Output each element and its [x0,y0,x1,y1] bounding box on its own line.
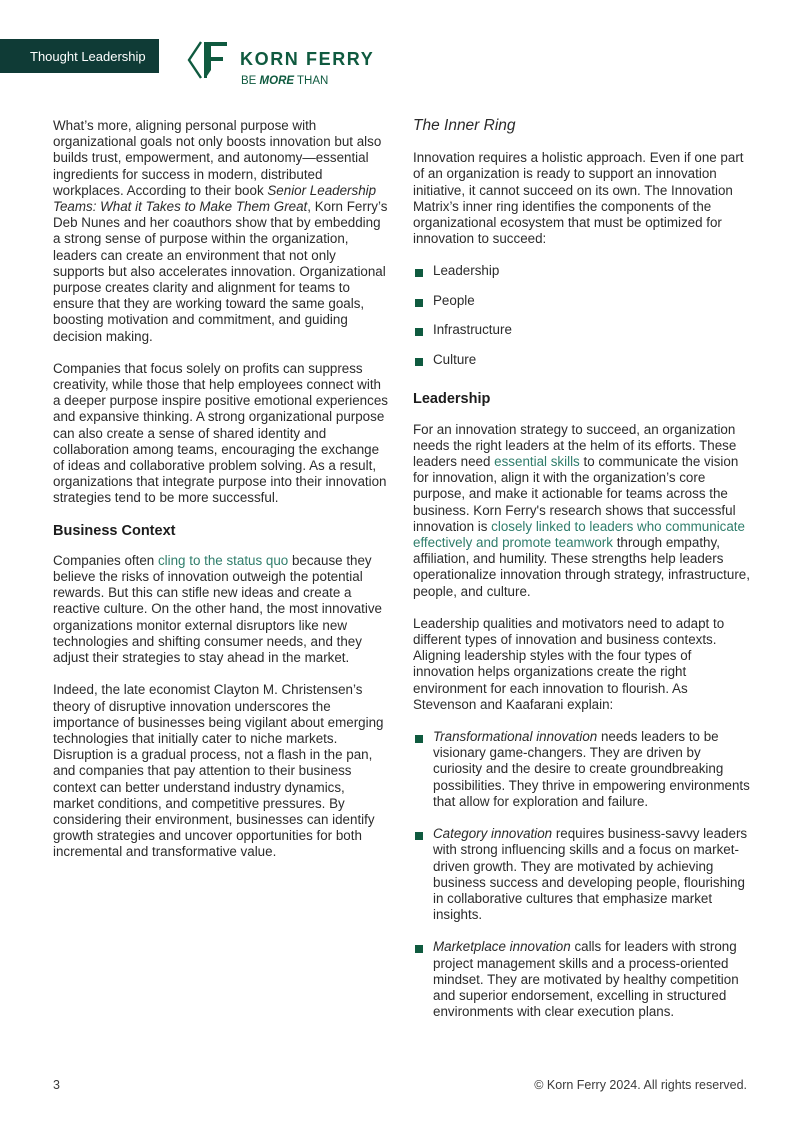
book-title: Senior Leadership Teams: What it Takes to Make Them Great [53,182,377,215]
section-tag [0,39,159,73]
bullet-square-icon [415,832,423,840]
link-communicate-teamwork[interactable]: closely linked to leaders who communicate effectively and promote teamwork [413,518,745,551]
term: Transformational innovation [433,729,598,745]
tagline-bold: MORE [259,75,295,87]
korn-ferry-logo [187,38,377,90]
right-column [413,118,751,1036]
link-essential-skills[interactable]: essential skills [494,454,580,470]
paragraph-status-quo [53,553,389,666]
paragraph-christensen: Indeed, the late economist Clayton M. Christensen’s theory of disruptive innovation underscores the importance of businesses being vigilant about emerging technologies that initially cater to niche markets. Disruption is a gradual process, not a flash in the pan, and companies that pay attention to their business context can better understand industry dynamics, market conditions, and competitive pressures. By considering their environment, businesses can identify growth strategies and uncover opportunities for both incremental and transformative value. [53,682,384,860]
paragraph-holistic: Innovation requires a holistic approach. Even if one part of an organization is ready to support an innovation initiative, it cannot succeed on its own. The Innovation Matrix’s inner ring identifies the components of the organizational ecosystem that must be optimized for innovation to succeed: [413,150,744,247]
korn-ferry-logo-icon [187,40,231,80]
innovation-types-list [413,729,751,1020]
page-number: 3 [53,1078,60,1092]
list-item-label: Infrastructure [433,322,512,338]
bullet-square-icon [415,299,423,307]
text: to communicate the vision for innovation, align it with the organization’s core purpose, and make it actionable for teams across the business. Korn Ferry's research shows that successful innovation is [413,454,739,534]
paragraph-qualities: Leadership qualities and motivators need to adapt to different types of innovation and business contexts. Aligning leadership styles with the four types of innovation helps organizations create the right environment for each innovation to flourish. As Stevenson and Kaafarani explain: [413,615,725,712]
heading-leadership: Leadership [413,391,491,408]
list-item-label: Culture [433,351,477,367]
section-tag-label: Thought Leadership [30,48,146,64]
logo-name: KORN FERRY [240,49,375,69]
text: through empathy, affiliation, and humility. These strengths help leaders operationalize innovation through strategy, infrastructure, people, and culture. [413,535,750,599]
list-item [413,293,751,323]
term: Category innovation [433,826,553,842]
logo-tagline [241,75,328,87]
text: , Korn Ferry’s Deb Nunes and her coauthors show that by embedding a strong sense of purpose within the organization, leaders can create an environment that not only supports but also accelerates innovation. Organizational purpose creates clarity and alignment for teams to ensure that they are working toward the same goals, boosting motivation and commitment, and guiding decision making. [53,199,388,344]
list-item [413,826,751,923]
bullet-square-icon [415,358,423,366]
heading-business-context: Business Context [53,522,176,539]
tagline-pre: BE [241,75,260,87]
text: because they believe the risks of innovation outweigh the potential rewards. But this can stifle new ideas and create a reactive culture. On the other hand, the most innovative organizations monitor external disruptors like new technologies and shifting consumer needs, and they adjust their strategies to stay ahead in the market. [53,552,382,666]
paragraph-profits: Companies that focus solely on profits can suppress creativity, while those that help employees connect with a deeper purpose inspire positive emotional experiences and expansive thinking. A strong organizational purpose can also create a sense of shared identity and collaboration among teams, encouraging the exchange of ideas and collaborative problem solving. As a result, organizations that integrate purpose into their innovation strategies tend to be more successful. [53,360,388,506]
text: What’s more, aligning personal purpose with organizational goals not only boosts innovation but also builds trust, empowerment, and autonomy—essential ingredients for success in modern, distributed workplaces. According to their book [53,118,382,198]
bullet-square-icon [415,735,423,743]
bullet-square-icon [415,328,423,336]
text: requires business-savvy leaders with strong influencing skills and a focus on market-driven growth. They are motivated by achieving business success and developing people, flourishing in collaborative cultures that emphasize market insights. [433,826,748,923]
copyright: © Korn Ferry 2024. All rights reserved. [534,1078,747,1092]
text: calls for leaders with strong project management skills and a process-oriented mindset. They are motivated by healthy competition and superior endorsement, excelling in structured environments with clear execution plans. [433,939,739,1020]
text: For an innovation strategy to succeed, an organization needs the right leaders at the helm of its efforts. These leaders need [413,421,737,470]
tagline-post: THAN [294,75,329,87]
list-item [413,939,751,1020]
bullet-square-icon [415,945,423,953]
heading-inner-ring: The Inner Ring [413,117,516,134]
list-item [413,322,751,352]
component-list [413,263,751,381]
link-status-quo[interactable]: cling to the status quo [157,552,289,568]
bullet-square-icon [415,269,423,277]
list-item-label: People [433,292,475,308]
paragraph-leaders [413,422,751,600]
list-item-label: Leadership [433,263,500,279]
text: Companies often [53,552,158,568]
term: Marketplace innovation [433,939,571,955]
list-item [413,352,751,382]
paragraph-purpose [53,118,389,345]
list-item [413,729,751,810]
list-item [413,263,751,293]
left-column [53,118,389,877]
text: needs leaders to be visionary game-changers. They are driven by curiosity and the desire to create groundbreaking possibilities. They thrive in empowering environments that allow for exploration and failure. [433,729,750,809]
